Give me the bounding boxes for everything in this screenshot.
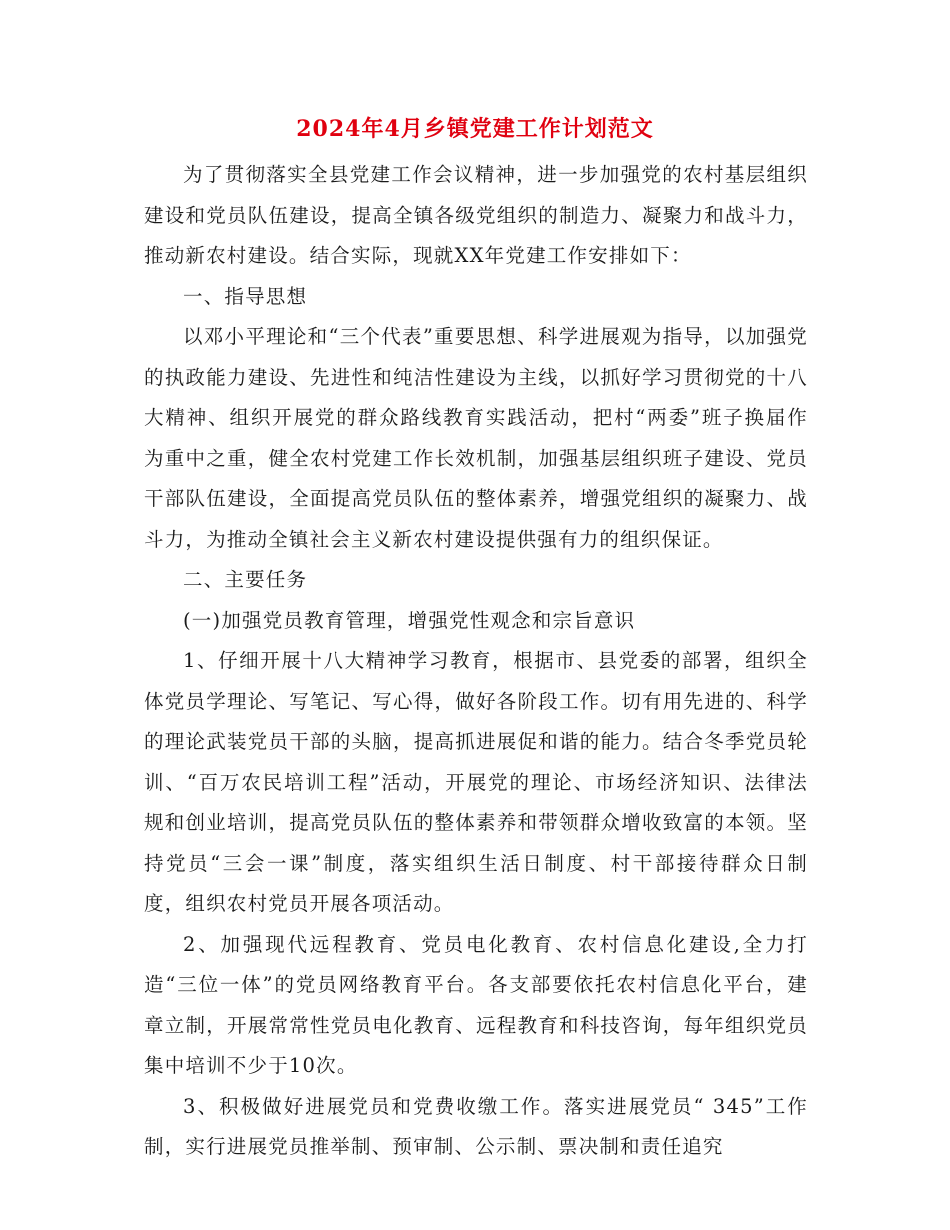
- task-item-2: 2、加强现代远程教育、党员电化教育、农村信息化建设,全力打造“三位一体”的党员网络教育平台。各支部要依托农村信息化平台，建章立制，开展常常性党员电化教育、远程教育和科技咨询，每年组织党员集中培训不少于10次。: [144, 932, 808, 1077]
- subsection-heading-1: (一)加强党员教育管理，增强党性观念和宗旨意识: [183, 608, 636, 632]
- document-title: 2024年4月乡镇党建工作计划范文: [296, 116, 654, 142]
- guiding-thought-paragraph: 以邓小平理论和“三个代表”重要思想、科学进展观为指导，以加强党的执政能力建设、先进性和纯洁性建设为主线，以抓好学习贯彻党的十八大精神、组织开展党的群众路线教育实践活动，把村“两委”班子换届作为重中之重，健全农村党建工作长效机制，加强基层组织班子建设、党员干部队伍建设，全面提高党员队伍的整体素养，增强党组织的凝聚力、战斗力，为推动全镇社会主义新农村建设提供强有力的组织保证。: [144, 325, 808, 551]
- document-body: [144, 155, 808, 1168]
- section-heading-guiding-thought: 一、指导思想: [183, 284, 308, 308]
- section-heading-main-tasks: 二、主要任务: [183, 568, 308, 591]
- intro-paragraph: 为了贯彻落实全县党建工作会议精神，进一步加强党的农村基层组织建设和党员队伍建设，提高全镇各级党组织的制造力、凝聚力和战斗力，推动新农村建设。结合实际，现就XX年党建工作安排如下：: [144, 163, 808, 267]
- task-item-3: 3、积极做好进展党员和党费收缴工作。落实进展党员“ 345”工作制，实行进展党员推举制、预审制、公示制、票决制和责任追究: [144, 1094, 808, 1158]
- task-item-1: 1、仔细开展十八大精神学习教育，根据市、县党委的部署，组织全体党员学理论、写笔记、写心得，做好各阶段工作。切有用先进的、科学的理论武装党员干部的头脑，提高抓进展促和谐的能力。结合冬季党员轮训、“百万农民培训工程”活动，开展党的理论、市场经济知识、法律法规和创业培训，提高党员队伍的整体素养和带领群众增收致富的本领。坚持党员“三会一课”制度，落实组织生活日制度、村干部接待群众日制度，组织农村党员开展各项活动。: [144, 649, 808, 915]
